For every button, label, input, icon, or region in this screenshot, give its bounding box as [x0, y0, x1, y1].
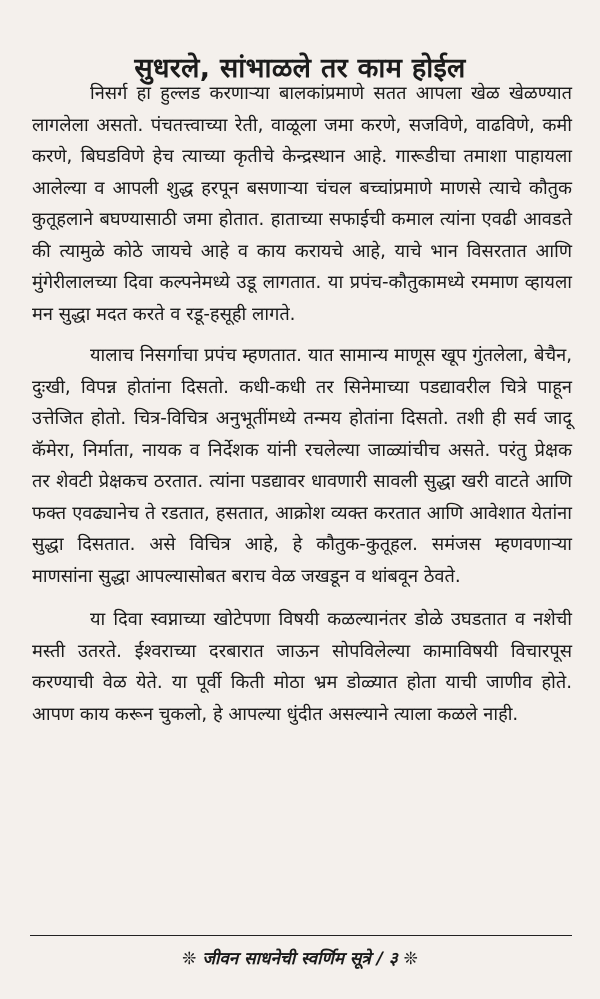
footer-divider [30, 935, 572, 936]
body-text [32, 78, 572, 740]
paragraph-2: यालाच निसर्गाचा प्रपंच म्हणतात. यात सामान्य माणूस खूप गुंतलेला, बेचैन, दुःखी, विपन्न होतांना दिसतो. कधी-कधी तर सिनेमाच्या पडद्यावरील चित्रे पाहून उत्तेजित होतो. चित्र-विचित्र अनुभूतींमध्ये तन्मय होतांना दिसतो. तशी ही सर्व जादू कॅमेरा, निर्माता, नायक व निर्देशक यांनी रचलेल्या जाळ्यांचीच असते. परंतु प्रेक्षक तर शेवटी प्रेक्षकच ठरतात. त्यांना पडद्यावर धावणारी सावली सुद्धा खरी वाटते आणि फक्त एवढ्यानेच ते रडतात, हसतात, आक्रोश व्यक्त करतात आणि आवेशात येतांना सुद्धा दिसतात. असे विचित्र आहे, हे कौतुक-कुतूहल. समंजस म्हणवणाऱ्या माणसांना सुद्धा आपल्यासोबत बराच वेळ जखडून व थांबवून ठेवते. [32, 345, 572, 587]
paragraph-3: या दिवा स्वप्नाच्या खोटेपणा विषयी कळल्यानंतर डोळे उघडतात व नशेची मस्ती उतरते. ईश्वराच्या दरबारात जाऊन सोपविलेल्या कामाविषयी विचारपूस करण्याची वेळ येते. या पूर्वी किती मोठा भ्रम डोळ्यात होता याची जाणीव होते. आपण काय करून चुकलो, हे आपल्या धुंदीत असल्याने त्याला कळले नाही. [32, 609, 572, 725]
chapter-title: सुधरले, सांभाळले तर काम होईल [134, 53, 466, 85]
page-footer: ❊ जीवन साधनेची स्वर्णिम सूत्रे / ३ ❊ [182, 949, 418, 969]
paragraph-1: निसर्ग हा हुल्लड करणाऱ्या बालकांप्रमाणे सतत आपला खेळ खेळण्यात लागलेला असतो. पंचतत्त्वाच्या रेती, वाळूला जमा करणे, सजविणे, वाढविणे, कमी करणे, बिघडविणे हेच त्याच्या कृतीचे केन्द्रस्थान आहे. गारूडीचा तमाशा पाहायला आलेल्या व आपली शुद्ध हरपून बसणाऱ्या चंचल बच्चांप्रमाणे माणसे त्याचे कौतुक कुतूहलाने बघण्यासाठी जमा होतात. हाताच्या सफाईची कमाल त्यांना एवढी आवडते की त्यामुळे कोठे जायचे आहे व काय करायचे आहे, याचे भान विसरतात आणि मुंगेरीलालच्या दिवा कल्पनेमध्ये उडू लागतात. या प्रपंच-कौतुकामध्ये रममाण व्हायला मन सुद्धा मदत करते व रडू-हसूही लागते. [32, 83, 572, 325]
